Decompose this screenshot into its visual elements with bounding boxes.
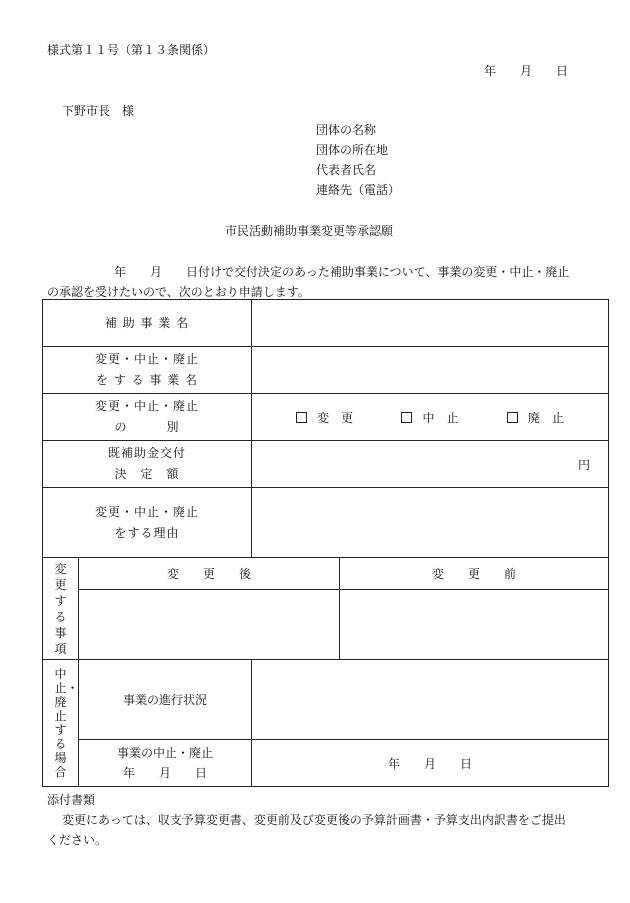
applicant-org-address: 団体の所在地: [316, 143, 389, 157]
checkbox-icon: [296, 412, 307, 423]
applicant-contact: 連絡先（電話）: [316, 183, 401, 197]
before-change-header: 変 更 前: [340, 558, 609, 590]
row-change-header: [43, 558, 609, 590]
target-project-label: 変更・中止・廃止 を す る 事 業 名: [43, 347, 252, 394]
after-change-header: 変 更 後: [79, 558, 340, 590]
after-change-field[interactable]: [79, 590, 340, 660]
reason-field[interactable]: [252, 488, 609, 558]
row-subsidy: [43, 441, 609, 488]
attachments-title: 添付書類: [47, 793, 96, 807]
row-cancel-date: [43, 740, 609, 787]
application-table: [42, 299, 609, 787]
intro-line-1: 年 月 日付けで交付決定のあった補助事業について、事業の変更・中止・廃止: [114, 265, 570, 279]
addressee: 下野市長 様: [62, 104, 135, 118]
project-name-label: 補 助 事 業 名: [43, 300, 252, 347]
applicant-org-name: 団体の名称: [316, 123, 377, 137]
document-title: 市民活動補助事業変更等承認願: [225, 224, 394, 238]
date-line: 年 月 日: [484, 64, 569, 78]
row-project-name: [43, 300, 609, 347]
yen-unit: 円: [578, 457, 591, 472]
subsidy-label: 既補助金交付 決 定 額: [43, 441, 252, 488]
cancel-date-field[interactable]: 年 月 日: [252, 740, 609, 787]
type-options: [252, 394, 609, 441]
checkbox-icon: [507, 412, 518, 423]
attachments-line-2: ください。: [47, 833, 108, 847]
checkbox-icon: [401, 412, 412, 423]
cancel-date-label: 事業の中止・廃止 年 月 日: [79, 740, 252, 787]
reason-label: 変更・中止・廃止 をする理由: [43, 488, 252, 558]
before-change-field[interactable]: [340, 590, 609, 660]
target-project-field[interactable]: [252, 347, 609, 394]
progress-label: 事業の進行状況: [79, 660, 252, 740]
row-change-body: [43, 590, 609, 660]
checkbox-suspend[interactable]: 中 止: [401, 409, 458, 426]
applicant-representative: 代表者氏名: [316, 163, 377, 177]
subsidy-amount-field[interactable]: [252, 441, 609, 488]
type-label: 変更・中止・廃止 の 別: [43, 394, 252, 441]
progress-field[interactable]: [252, 660, 609, 740]
project-name-field[interactable]: [252, 300, 609, 347]
attachments-line-1: 変更にあっては、収支予算変更書、変更前及び変更後の予算計画書・予算支出内訳書をご提出: [62, 813, 566, 827]
row-type: [43, 394, 609, 441]
row-progress: [43, 660, 609, 740]
cancel-section-label: 中止・廃止する場合: [43, 660, 79, 787]
row-reason: [43, 488, 609, 558]
change-section-label: 変更する事項: [43, 558, 79, 660]
checkbox-abolish[interactable]: 廃 止: [507, 409, 564, 426]
form-number: 様式第１１号（第１３条関係）: [47, 43, 216, 57]
intro-line-2: の承認を受けたいので、次のとおり申請します。: [47, 285, 310, 299]
row-target-project: [43, 347, 609, 394]
checkbox-change[interactable]: 変 更: [296, 409, 353, 426]
